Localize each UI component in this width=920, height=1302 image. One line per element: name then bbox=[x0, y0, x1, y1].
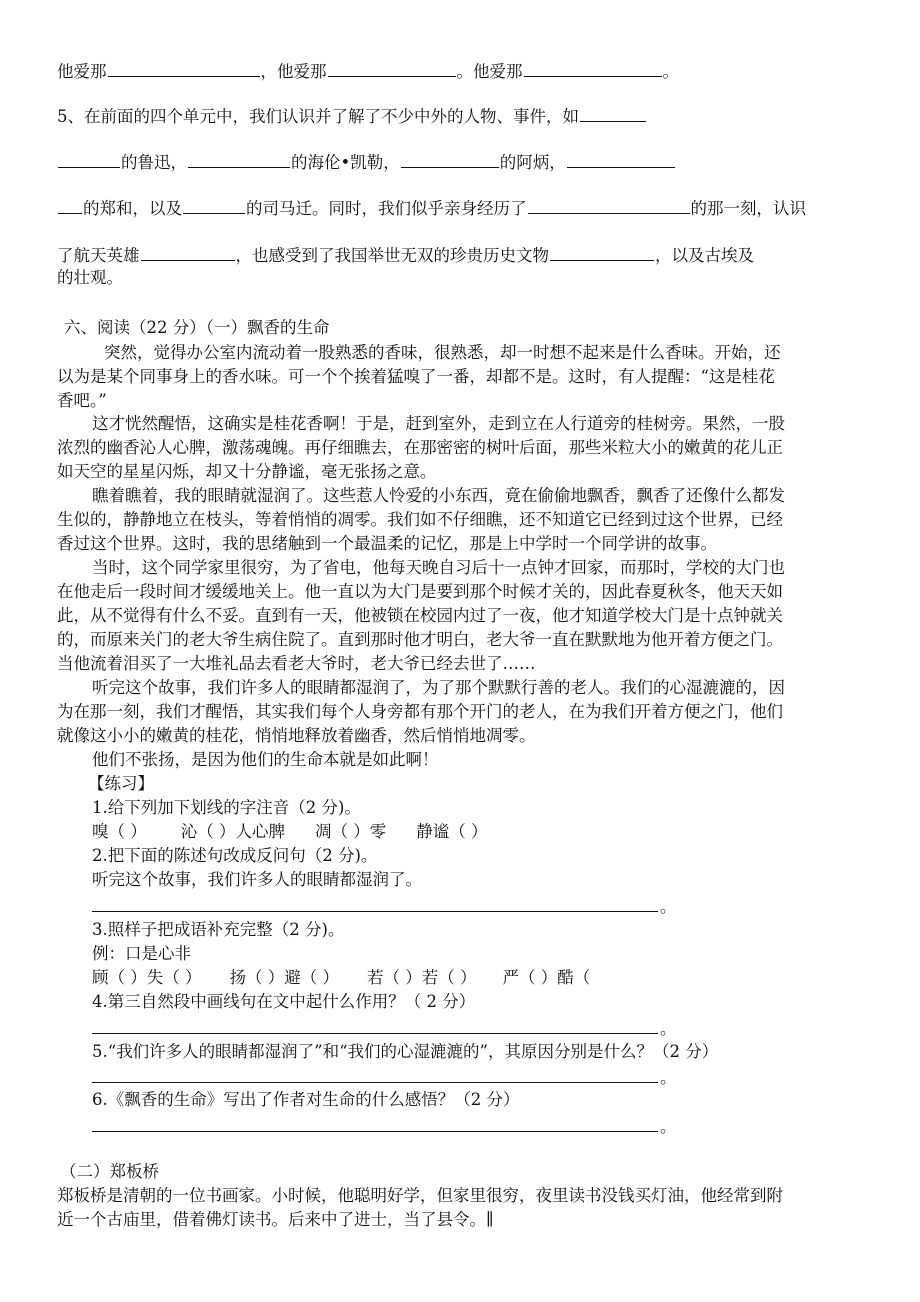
reading-line: 他们不张扬，是因为他们的生命本就是如此啊！ bbox=[92, 750, 439, 769]
answer-blank[interactable] bbox=[58, 149, 120, 168]
pinyin-item: 沁（ ）人心脾 bbox=[180, 822, 285, 841]
exercise-title: 【练习】 bbox=[88, 774, 154, 793]
text: 。 bbox=[662, 62, 679, 81]
text: 的那一刻，认识 bbox=[690, 199, 806, 218]
question-4: 4.第三自然段中画线句在文中起什么作用？（ 2 分） bbox=[92, 992, 476, 1011]
reading-line: 的，而原来关门的老大爷生病住院了。直到那时他才明白，老大爷一直在默默地为他开着方便之门。 bbox=[57, 630, 783, 649]
answer-blank[interactable] bbox=[328, 58, 456, 77]
text: 的阿炳， bbox=[499, 153, 566, 172]
fill-line-1 bbox=[57, 58, 679, 84]
question-text: 5、在前面的四个单元中，我们认识并了解了不少中外的人物、事件，如 bbox=[57, 107, 579, 126]
answer-period: 。 bbox=[660, 1068, 677, 1087]
answer-blank[interactable] bbox=[550, 242, 654, 261]
text: ，也感受到了我国举世无双的珍贵历史文物 bbox=[235, 246, 549, 265]
answer-blank[interactable] bbox=[188, 149, 290, 168]
question-3: 3.照样子把成语补充完整（2 分)。 bbox=[92, 920, 345, 939]
answer-blank[interactable] bbox=[183, 195, 245, 214]
answer-period: 。 bbox=[660, 897, 677, 916]
question-3-example: 例：口是心非 bbox=[92, 944, 191, 963]
text: ，以及古埃及 bbox=[655, 246, 754, 265]
q5-line-3 bbox=[57, 195, 806, 221]
reading-line: 此，从不觉得有什么不妥。直到有一天，他被锁在校园内过了一夜，他才知道学校大门是十点钟就关 bbox=[57, 606, 783, 625]
reading-heading: 六、阅读（22 分）（一）飘香的生命 bbox=[64, 318, 330, 337]
question-6: 6.《飘香的生命》写出了作者对生命的什么感悟？（2 分） bbox=[92, 1090, 520, 1109]
reading-line: 瞧着瞧着，我的眼睛就湿润了。这些惹人怜爱的小东西，竟在偷偷地飘香，飘香了还像什么都发 bbox=[92, 486, 785, 505]
q5-line-1 bbox=[57, 103, 647, 129]
reading-line: 香吧。” bbox=[57, 391, 107, 410]
answer-line[interactable] bbox=[92, 1130, 658, 1132]
reading-line: 为在那一刻，我们才醒悟，其实我们每个人身旁都有那个开门的老人，在为我们开着方便之门，他们 bbox=[57, 702, 783, 721]
reading-line: 浓烈的幽香沁人心脾，激荡魂魄。再仔细瞧去，在那密密的树叶后面，那些米粒大小的嫩黄的花儿正 bbox=[57, 438, 783, 457]
text: ，他爱那 bbox=[260, 62, 327, 81]
question-2-sentence: 听完这个故事，我们许多人的眼睛都湿润了。 bbox=[92, 870, 422, 889]
text: 的郑和，以及 bbox=[83, 199, 182, 218]
reading-line: 当时，这个同学家里很穷，为了省电，他每天晚自习后十一点钟才回家，而那时，学校的大门也 bbox=[92, 558, 785, 577]
idiom-item: 扬（ ）避（ ） bbox=[229, 968, 339, 987]
text: 了航天英雄 bbox=[57, 246, 140, 265]
answer-period: 。 bbox=[660, 1117, 677, 1136]
question-1-items bbox=[92, 820, 488, 844]
answer-period: 。 bbox=[660, 1019, 677, 1038]
answer-blank[interactable] bbox=[401, 149, 499, 168]
reading-line: 以为是某个同事身上的香水味。可一个个挨着猛嗅了一番，却都不是。这时，有人提醒：“这是桂花 bbox=[57, 367, 775, 386]
reading2-line: 郑板桥是清朝的一位书画家。小时候，他聪明好学，但家里很穷，夜里读书没钱买灯油，他经常到附 bbox=[57, 1186, 783, 1205]
q5-line-2 bbox=[57, 149, 676, 175]
reading-line: 这才恍然醒悟，这确实是桂花香啊！于是，赶到室外，走到立在人行道旁的桂树旁。果然，一股 bbox=[92, 414, 785, 433]
reading-line: 香过这个世界。这时，我的思绪触到一个最温柔的记忆，那是上中学时一个同学讲的故事。 bbox=[57, 534, 717, 553]
answer-line[interactable] bbox=[92, 910, 658, 912]
reading-line: 就像这小小的嫩黄的桂花，悄悄地释放着幽香，然后悄悄地凋零。 bbox=[57, 726, 536, 745]
question-1: 1.给下列加下划线的字注音（2 分)。 bbox=[92, 798, 361, 817]
answer-blank[interactable] bbox=[524, 58, 662, 77]
answer-blank[interactable] bbox=[58, 195, 82, 214]
reading-line: 突然，觉得办公室内流动着一股熟悉的香味，很熟悉，却一时想不起来是什么香味。开始，还 bbox=[104, 343, 781, 362]
text: 的鲁迅， bbox=[121, 153, 187, 172]
q5-line-4 bbox=[57, 242, 754, 268]
pinyin-item: 凋（ ）零 bbox=[315, 822, 387, 841]
question-3-items bbox=[92, 966, 590, 990]
text: 他爱那 bbox=[57, 62, 107, 81]
reading-line: 在他走后一段时间才缓缓地关上。他一直以为大门是要到那个时候才关的，因此春夏秋冬，他天天如 bbox=[57, 582, 783, 601]
idiom-item: 顾（ ）失（ ） bbox=[92, 968, 202, 987]
reading2-heading: （二）郑板桥 bbox=[60, 1162, 159, 1181]
answer-line[interactable] bbox=[92, 1081, 658, 1083]
pinyin-item: 嗅（ ） bbox=[92, 822, 147, 841]
question-5: 5.“我们许多人的眼睛都湿润了”和“我们的心湿漉漉的”，其原因分别是什么？（2 分） bbox=[92, 1042, 719, 1061]
text: 的司马迁。同时，我们似乎亲身经历了 bbox=[246, 199, 527, 218]
reading2-line: 近一个古庙里，借着佛灯读书。后来中了进士，当了县令。∥ bbox=[57, 1210, 494, 1229]
reading-line: 生似的，静静地立在枝头，等着悄悄的凋零。我们如不仔细瞧，还不知道它已经到过这个世界，已经 bbox=[57, 510, 783, 529]
reading-line: 当他流着泪买了一大堆礼品去看老大爷时，老大爷已经去世了…… bbox=[57, 654, 536, 673]
q5-line-5: 的壮观。 bbox=[57, 268, 123, 287]
reading-line: 听完这个故事，我们许多人的眼睛都湿润了，为了那个默默行善的老人。我们的心湿漉漉的，因 bbox=[92, 678, 785, 697]
pinyin-item: 静谧（ ） bbox=[416, 822, 488, 841]
answer-blank[interactable] bbox=[567, 149, 675, 168]
idiom-item: 严（ ）酷（ bbox=[502, 968, 591, 987]
answer-blank[interactable] bbox=[108, 58, 260, 77]
text: 的海伦•凯勒， bbox=[291, 153, 400, 172]
answer-blank[interactable] bbox=[528, 195, 690, 214]
text: 。他爱那 bbox=[456, 62, 523, 81]
answer-blank[interactable] bbox=[580, 103, 646, 122]
answer-blank[interactable] bbox=[141, 242, 235, 261]
reading-line: 如天空的星星闪烁，却又十分静谧，毫无张扬之意。 bbox=[57, 462, 437, 481]
answer-line[interactable] bbox=[92, 1032, 658, 1034]
question-2: 2.把下面的陈述句改成反问句（2 分)。 bbox=[92, 846, 378, 865]
idiom-item: 若（ ）若（ ） bbox=[367, 968, 477, 987]
